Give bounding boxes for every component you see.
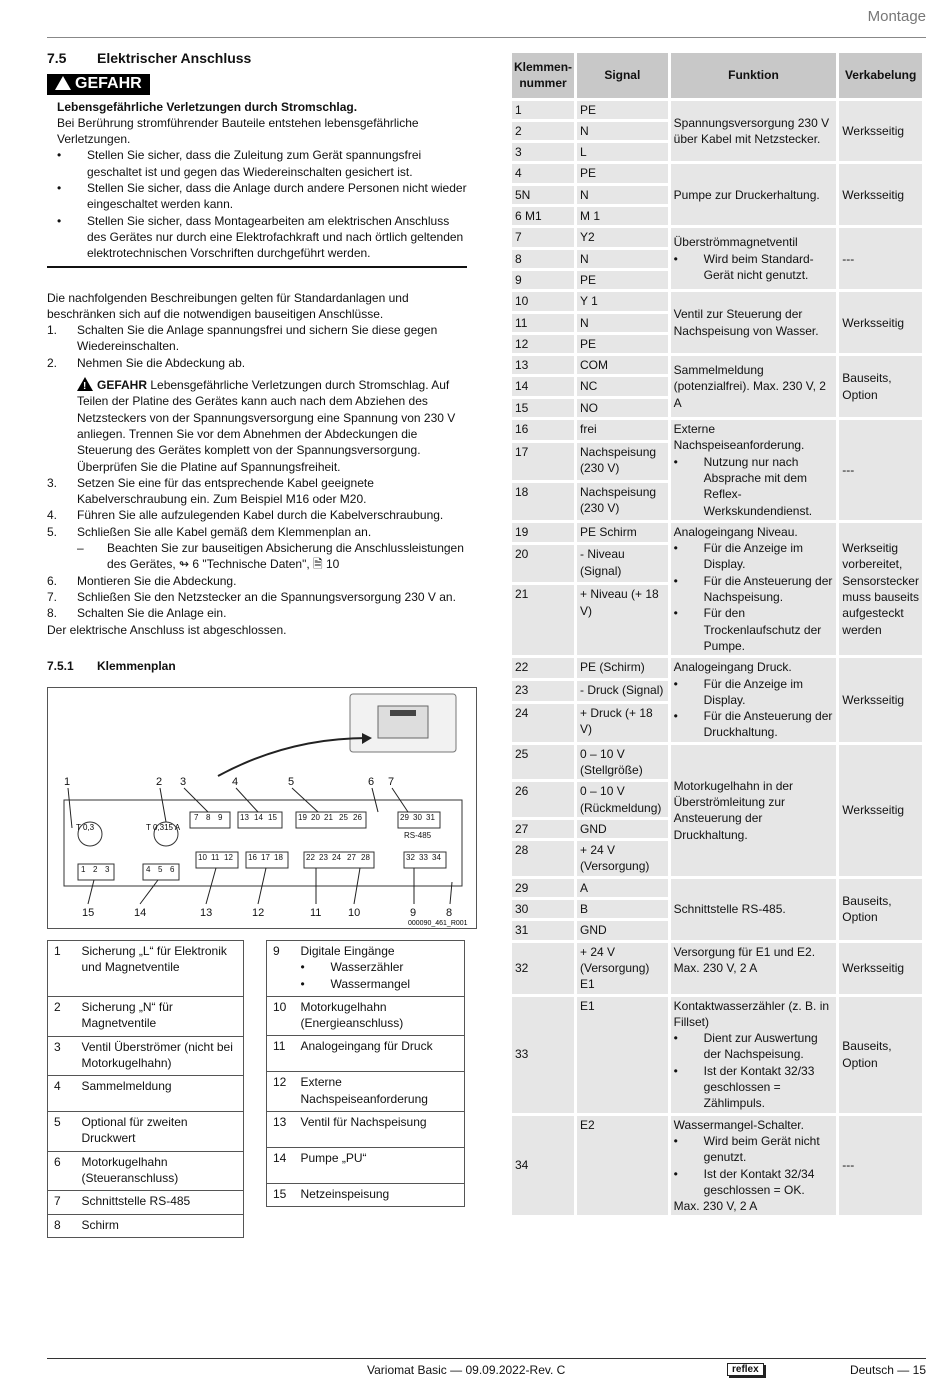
step-3: 3. Setzen Sie eine für das entsprechende Kabel geeignete Kabelverschraubung ein. Zum Beispiel M16 oder M20. (47, 475, 374, 507)
svg-text:2: 2 (156, 776, 163, 788)
footer-doc: Variomat Basic — 09.09.2022-Rev. C (367, 1363, 566, 1377)
fuse-2-label: T 0,315 A (146, 823, 181, 832)
svg-text:15: 15 (268, 813, 277, 822)
svg-text:9: 9 (218, 813, 223, 822)
danger-bullet: • Stellen Sie sicher, dass die Zuleitung zum Gerät spannungsfrei geschaltet ist und gegen das Wiedereinschalten gesichert ist. (57, 147, 467, 180)
svg-text:34: 34 (432, 853, 441, 862)
table-row: 28 + 24 V (Versorgung) (512, 841, 922, 876)
page-footer (47, 1358, 926, 1384)
svg-text:16: 16 (248, 853, 257, 862)
table-row: 23 - Druck (Signal) (512, 681, 922, 701)
svg-text:9: 9 (410, 907, 417, 919)
step-7: 7. Schließen Sie den Netzstecker an die Spannungsversorgung 230 V an. (47, 589, 456, 604)
legend-row: 4 Sammelmeldung (48, 1076, 244, 1112)
step-5: 5. Schließen Sie alle Kabel gemäß dem Klemmenplan an. (47, 524, 372, 539)
fuse-1-label: T 0,3 (76, 823, 95, 832)
svg-text:14: 14 (134, 907, 147, 919)
col-header: Klemmen-nummer (512, 53, 574, 98)
terminal-diagram (47, 687, 477, 929)
svg-text:3: 3 (105, 865, 110, 874)
svg-text:11: 11 (310, 907, 322, 919)
legend-row: 3 Ventil Überströmer (nicht bei Motorkugelhahn) (48, 1036, 244, 1076)
svg-text:6: 6 (368, 776, 375, 788)
svg-text:22: 22 (306, 853, 315, 862)
legend-row: 2 Sicherung „N“ für Magnetventile (48, 997, 244, 1037)
table-row: 11 N (512, 314, 922, 332)
svg-text:20: 20 (311, 813, 320, 822)
result-text: Der elektrische Anschluss ist abgeschlossen. (47, 622, 287, 637)
page-header (47, 8, 926, 38)
table-row: 25 0 – 10 V (Stellgröße) Motorkugelhahn in der Überströmleitung zur Ansteuerung der Druckhaltung. Werksseitig (512, 745, 922, 780)
table-row: 19 PE Schirm Analogeingang Niveau. • Für die Anzeige im Display. • Für die Ansteuerung der Nachspeisung. • Für den Trockenlaufschutz der Pumpe. Werkseitig vorbereitet, Sensorstecker muss bauseits aufgesteckt werden (512, 523, 922, 543)
danger-badge: !GEFAHR (47, 74, 150, 94)
table-row: 27 GND (512, 820, 922, 838)
table-row: 17 Nachspeisung (230 V) (512, 443, 922, 480)
step-8: 8. Schalten Sie die Anlage ein. (47, 606, 227, 621)
table-header (512, 53, 922, 98)
header-section: Montage (867, 8, 926, 25)
table-row: 13 COM Sammelmeldung (potenzialfrei). Max. 230 V, 2 A Bauseits, Option (512, 356, 922, 374)
table-row: 29 A Schnittstelle RS-485. Bauseits, Option (512, 879, 922, 897)
danger-heading: Lebensgefährliche Verletzungen durch Stromschlag. (57, 99, 358, 114)
table-row: 3 L (512, 143, 922, 161)
svg-text:4: 4 (146, 865, 151, 874)
table-row: 12 PE (512, 335, 922, 353)
svg-text:17: 17 (261, 853, 270, 862)
table-row: 15 NO (512, 399, 922, 417)
danger-bullet: • Stellen Sie sicher, dass die Anlage durch andere Personen nicht wieder eingeschaltet werden kann. (57, 180, 467, 213)
svg-text:8: 8 (446, 907, 453, 919)
warning-icon (77, 377, 93, 391)
warning-icon (55, 76, 71, 90)
reflex-logo: reflex (727, 1363, 764, 1376)
rs485-label: RS-485 (404, 831, 432, 840)
svg-text:3: 3 (180, 776, 187, 788)
terminal-table-wrapper (512, 50, 924, 1218)
legend-left (47, 940, 244, 1238)
legend-row: 13 Ventil für Nachspeisung (267, 1112, 465, 1148)
subsection-heading: 7.5.1 Klemmenplan (47, 658, 176, 673)
danger-box (47, 99, 467, 268)
danger-text: Bei Berührung stromführender Bauteile entstehen lebensgefährliche Verletzungen. (57, 115, 419, 147)
legend-row: 8 Schirm (48, 1214, 244, 1237)
svg-text:2: 2 (93, 865, 98, 874)
col-header: Verkabelung (839, 53, 922, 98)
svg-text:25: 25 (339, 813, 348, 822)
step-5-sub: – Beachten Sie zur bauseitigen Absicherung die Anschlussleistungen des Gerätes, ↬ 6 "Technische Daten", 🗎 10 (47, 540, 467, 573)
table-row: 26 0 – 10 V (Rückmeldung) (512, 782, 922, 817)
footer-page: Deutsch — 15 (849, 1363, 926, 1377)
svg-text:12: 12 (224, 853, 233, 862)
svg-text:10: 10 (348, 907, 361, 919)
table-row: 8 N (512, 250, 922, 268)
table-row: 30 B (512, 900, 922, 918)
svg-text:27: 27 (347, 853, 356, 862)
svg-text:14: 14 (254, 813, 263, 822)
svg-text:21: 21 (324, 813, 333, 822)
table-row: 20 - Niveau (Signal) (512, 545, 922, 582)
table-row: 14 NC (512, 377, 922, 395)
svg-text:24: 24 (332, 853, 341, 862)
svg-text:15: 15 (82, 907, 95, 919)
col-header: Signal (577, 53, 668, 98)
legend-row: 1 Sicherung „L“ für Elektronik und Magnetventile (48, 941, 244, 997)
table-row: 24 + Druck (+ 18 V) (512, 704, 922, 742)
svg-text:11: 11 (211, 853, 220, 862)
col-header: Funktion (671, 53, 837, 98)
svg-text:32: 32 (406, 853, 415, 862)
table-row: 7 Y2 Überströmmagnetventil • Wird beim Standard-Gerät nicht genutzt. --- (512, 228, 922, 246)
svg-text:28: 28 (361, 853, 370, 862)
svg-text:13: 13 (240, 813, 249, 822)
legend-row: 12 Externe Nachspeiseanforderung (267, 1072, 465, 1112)
diagram-code: 000090_461_R001 (408, 920, 468, 927)
table-row: 22 PE (Schirm) Analogeingang Druck. • Für die Anzeige im Display. • Für die Ansteuerung der Druckhaltung. Werksseitig (512, 658, 922, 678)
svg-text:8: 8 (206, 813, 211, 822)
legend-row: 10 Motorkugelhahn (Energieanschluss) (267, 996, 465, 1036)
svg-text:29: 29 (400, 813, 409, 822)
table-row: 21 + Niveau (+ 18 V) (512, 585, 922, 655)
svg-text:23: 23 (319, 853, 328, 862)
step-1: 1. Schalten Sie die Anlage spannungsfrei und sichern Sie diese gegen Wiedereinschalten. (47, 323, 438, 354)
legend-row: 6 Motorkugelhahn (Steueranschluss) (48, 1151, 244, 1191)
table-row: 1 PE Spannungsversorgung 230 V über Kabel mit Netzstecker. Werksseitig (512, 101, 922, 119)
intro-text: Die nachfolgenden Beschreibungen gelten für Standardanlagen und beschränken sich auf die notwendigen bauseitigen Anschlüsse. (47, 290, 409, 321)
svg-text:26: 26 (353, 813, 362, 822)
table-row: 6 M1 M 1 (512, 207, 922, 225)
svg-text:1: 1 (64, 776, 71, 788)
inline-danger: !GEFAHR Lebensgefährliche Verletzungen durch Stromschlag. Auf Teilen der Platine des Gerätes kann auch nach dem Abziehen des Netzsteckers von der Spannungsversorgung eine Spannung von 230 V anliegen. Trennen Sie vor dem Abnehmen der Abdeckungen die Steuerung des Gerätes komplett von der Spannungsversorgung. Überprüfen Sie die Platine auf Spannungsfreiheit. (47, 377, 467, 475)
svg-text:1: 1 (81, 865, 86, 874)
svg-text:4: 4 (232, 776, 239, 788)
danger-bullet: • Stellen Sie sicher, dass Montagearbeiten am elektrischen Anschluss des Gerätes nur durch eine Elektrofachkraft und nach örtlich geltenden elektrotechnischen Vorschriften durchgeführt werden. (57, 213, 467, 262)
svg-text:31: 31 (426, 813, 435, 822)
table-row: 32 + 24 V (Versorgung) E1 Versorgung für E1 und E2. Max. 230 V, 2 A Werksseitig (512, 943, 922, 994)
legend-row: 5 Optional für zweiten Druckwert (48, 1112, 244, 1152)
terminal-table (509, 50, 925, 1218)
step-2: 2. Nehmen Sie die Abdeckung ab. (47, 355, 246, 370)
table-row: 34 E2 Wassermangel-Schalter. • Wird beim Gerät nicht genutzt. • Ist der Kontakt 32/34 geschlossen = OK. Max. 230 V, 2 A --- (512, 1116, 922, 1216)
svg-text:10: 10 (198, 853, 207, 862)
svg-text:5: 5 (288, 776, 295, 788)
step-6: 6. Montieren Sie die Abdeckung. (47, 573, 237, 588)
legend-row: 15 Netzeinspeisung (267, 1184, 465, 1207)
svg-text:30: 30 (413, 813, 422, 822)
svg-text:5: 5 (158, 865, 163, 874)
table-row: 16 frei Externe Nachspeiseanforderung. • Nutzung nur nach Absprache mit dem Reflex-Werkskundendienst. --- (512, 420, 922, 440)
svg-text:19: 19 (298, 813, 307, 822)
legend-row: 14 Pumpe „PU“ (267, 1148, 465, 1184)
table-row: 9 PE (512, 271, 922, 289)
legend-row: 9 Digitale Eingänge • Wasserzähler • Wassermangel (267, 941, 465, 997)
legend-row: 11 Analogeingang für Druck (267, 1036, 465, 1072)
table-row: 33 E1 Kontaktwasserzähler (z. B. in Fillset) • Dient zur Auswertung der Nachspeisung. • Ist der Kontakt 32/33 geschlossen = Zählimpuls. Bauseits, Option (512, 997, 922, 1113)
table-row: 2 N (512, 122, 922, 140)
table-row: 10 Y 1 Ventil zur Steuerung der Nachspeisung von Wasser. Werksseitig (512, 292, 922, 310)
table-row: 4 PE Pumpe zur Druckerhaltung. Werksseitig (512, 164, 922, 182)
left-column (47, 50, 467, 674)
svg-text:13: 13 (200, 907, 213, 919)
svg-text:33: 33 (419, 853, 428, 862)
svg-text:7: 7 (388, 776, 395, 788)
svg-text:7: 7 (194, 813, 199, 822)
svg-text:6: 6 (170, 865, 175, 874)
svg-text:12: 12 (252, 907, 265, 919)
section-heading: 7.5 Elektrischer Anschluss (47, 50, 252, 66)
step-4: 4. Führen Sie alle aufzulegenden Kabel durch die Kabelverschraubung. (47, 508, 444, 523)
table-row: 31 GND (512, 921, 922, 939)
svg-text:18: 18 (274, 853, 283, 862)
table-row: 18 Nachspeisung (230 V) (512, 483, 922, 520)
table-row: 5N N (512, 186, 922, 204)
legend-right (266, 940, 465, 1207)
legend-row: 7 Schnittstelle RS-485 (48, 1191, 244, 1214)
